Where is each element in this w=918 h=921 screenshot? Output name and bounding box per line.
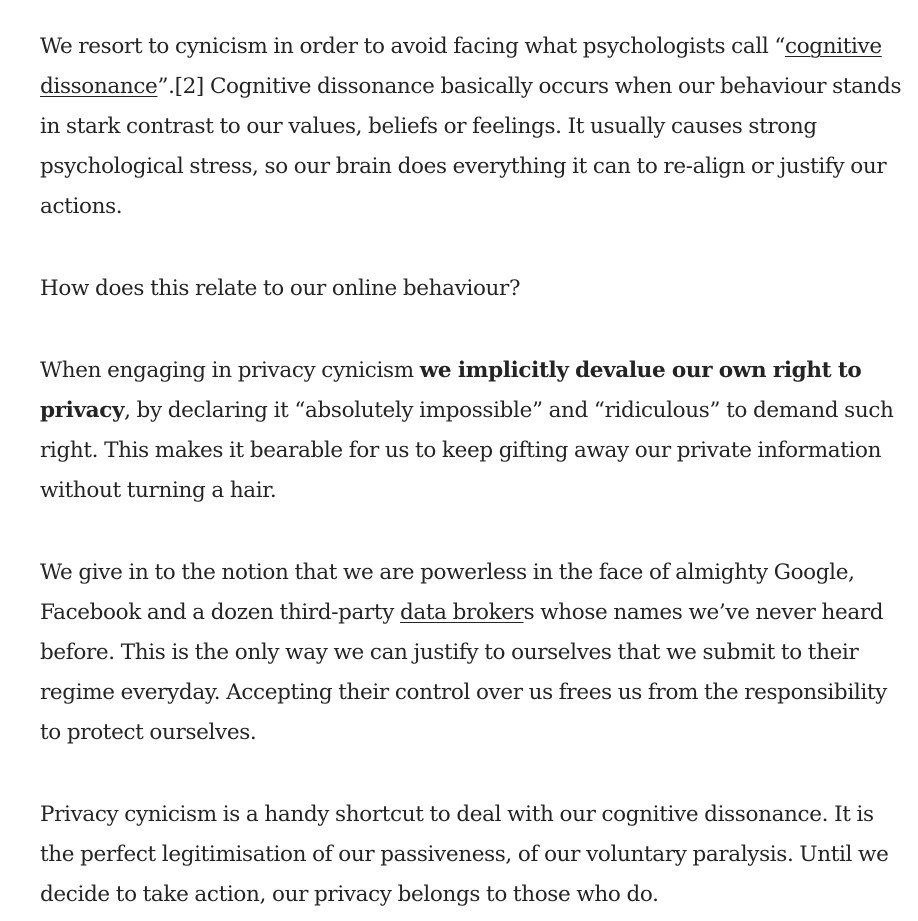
paragraph-cognitive-dissonance — [40, 27, 902, 227]
paragraph-text: s whose names we’ve never heard before. This is the only way we can justify to ourselves that we submit to their regime everyday. Accepting their control over us frees us from the responsibility to protect ourselves. — [40, 600, 887, 745]
paragraph-text: Privacy cynicism is a handy shortcut to deal with our cognitive dissonance. It is the perfect legitimisation of our passiveness, of our voluntary paralysis. Until we decide to take action, our privacy belongs to those who do. — [40, 802, 889, 907]
cognitive-dissonance-link[interactable]: cognitive dissonance — [40, 34, 882, 99]
paragraph-text: ”.[2] Cognitive dissonance basically occurs when our behaviour stands in stark contrast to our values, beliefs or feelings. It usually causes strong psychological stress, so our brain does everything it can to re-align or justify our actions. — [40, 74, 902, 219]
paragraph-text: How does this relate to our online behaviour? — [40, 276, 521, 301]
paragraph-text: We resort to cynicism in order to avoid facing what psychologists call “ — [40, 34, 786, 59]
paragraph-conclusion — [40, 795, 902, 915]
paragraph-text: We give in to the notion that we are powerless in the face of almighty Google, Facebook and a dozen third-party — [40, 560, 855, 625]
emphasis-text: we implicitly devalue our own right to privacy — [40, 358, 862, 423]
article-body — [40, 27, 902, 915]
paragraph-text: , by declaring it “absolutely impossible” and “ridiculous” to demand such right. This makes it bearable for us to keep gifting away our private information without turning a hair. — [40, 398, 894, 503]
paragraph-privacy-cynicism — [40, 351, 902, 511]
paragraph-data-brokers — [40, 553, 902, 753]
data-broker-link[interactable]: data broker — [400, 600, 524, 625]
paragraph-text: When engaging in privacy cynicism — [40, 358, 420, 383]
paragraph-question — [40, 269, 902, 309]
